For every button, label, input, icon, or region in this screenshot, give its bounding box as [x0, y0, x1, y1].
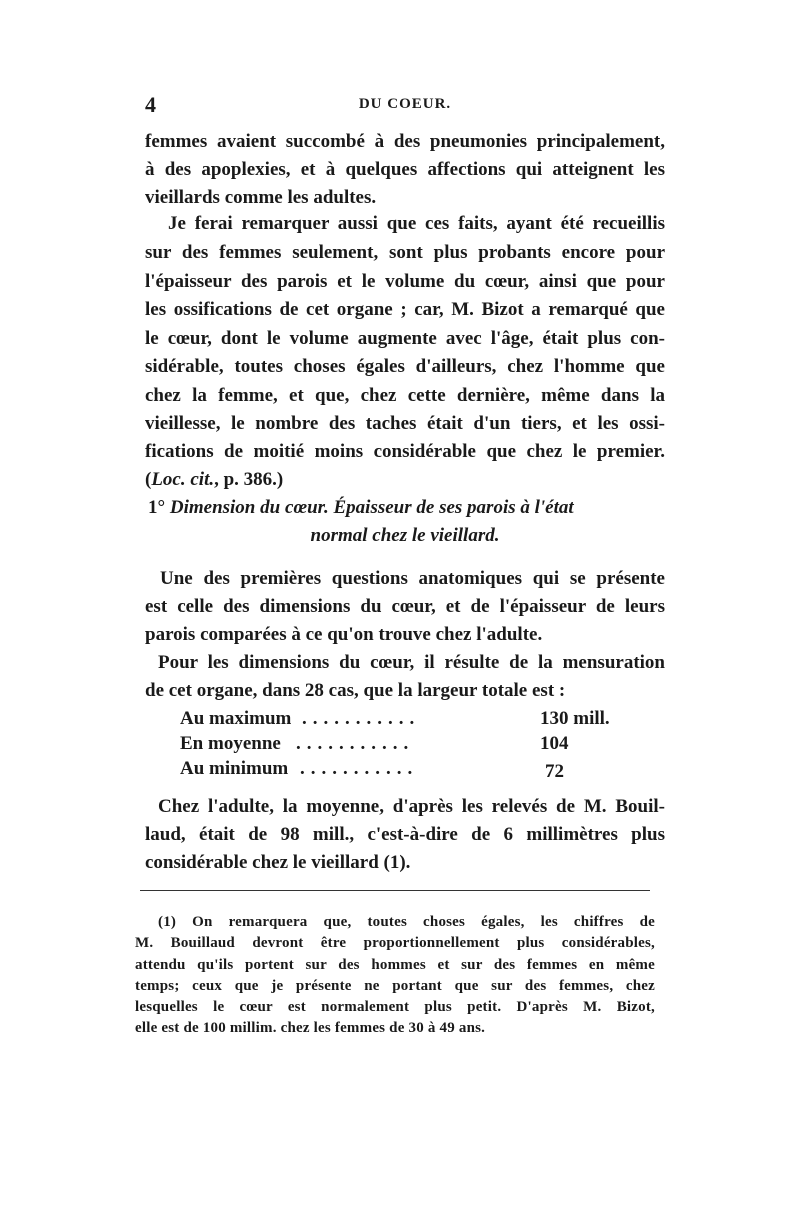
measurement-value: 130 mill.	[540, 708, 610, 729]
section-title-line1: Dimension du cœur. Épaisseur de ses parois à l'état	[169, 497, 574, 518]
footnote-rule	[140, 890, 650, 891]
measurement-value: 104	[540, 733, 569, 754]
measurement-label: Au minimum	[180, 758, 289, 779]
text-line: Je ferai remarquer aussi que ces faits, ayant été recueillis	[168, 213, 665, 234]
footnote-line: temps; ceux que je présente ne portant que sur des femmes, chez	[135, 978, 655, 994]
page-header	[145, 92, 665, 116]
text-line: sur des femmes seulement, sont plus probants encore pour	[145, 242, 665, 263]
running-head: DU COEUR.	[358, 96, 452, 112]
text-line: vieillesse, le nombre des taches était d'un tiers, et les ossi-	[145, 413, 665, 434]
section-number: 1°	[148, 497, 166, 518]
section-heading	[148, 494, 670, 521]
text-line: les ossifications de cet organe ; car, M. Bizot a remarqué que	[145, 299, 665, 320]
text-line: à des apoplexies, et à quelques affections qui atteignent les	[145, 159, 665, 180]
text-line: l'épaisseur des parois et le volume du cœur, ainsi que pour	[145, 271, 665, 292]
text-line: fications de moitié moins considérable que chez le premier.	[145, 441, 665, 462]
text-line: chez la femme, et que, chez cette dernière, même dans la	[145, 385, 665, 406]
footnote-line: M. Bouillaud devront être proportionnellement plus considérables,	[135, 935, 655, 951]
text-line: femmes avaient succombé à des pneumonies principalement,	[145, 131, 665, 152]
text-line: laud, était de 98 mill., c'est-à-dire de 6 millimètres plus	[145, 824, 665, 845]
measurement-dots: ...........	[296, 733, 415, 754]
measurement-dots: ...........	[300, 758, 419, 779]
text-line: vieillards comme les adultes.	[145, 187, 377, 208]
measurement-value: 72	[545, 761, 564, 782]
text-line: de cet organe, dans 28 cas, que la largeur totale est :	[145, 680, 566, 701]
footnote-line: (1) On remarquera que, toutes choses égales, les chiffres de	[158, 914, 655, 930]
text-line: le cœur, dont le volume augmente avec l'âge, était plus con-	[145, 328, 665, 349]
citation-page: , p. 386.)	[214, 469, 284, 490]
footnote-line: attendu qu'ils portent sur des hommes et sur des femmes en même	[135, 957, 655, 973]
measurement-dots: ...........	[302, 708, 421, 729]
page-number: 4	[145, 92, 156, 117]
text-line: Une des premières questions anatomiques qui se présente	[160, 568, 665, 589]
text-line: parois comparées à ce qu'on trouve chez l'adulte.	[145, 624, 543, 645]
footnote-line: lesquelles le cœur est normalement plus petit. D'après M. Bizot,	[135, 999, 655, 1015]
text-line: est celle des dimensions du cœur, et de l'épaisseur de leurs	[145, 596, 665, 617]
text-line: Chez l'adulte, la moyenne, d'après les relevés de M. Bouil-	[158, 796, 665, 817]
citation-ref: Loc. cit.	[151, 469, 215, 490]
measurement-label: En moyenne	[180, 733, 281, 754]
measurement-label: Au maximum	[180, 708, 292, 729]
text-line: sidérable, toutes choses égales d'ailleurs, chez l'homme que	[145, 356, 665, 377]
footnote-line: elle est de 100 millim. chez les femmes de 30 à 49 ans.	[135, 1020, 486, 1036]
citation-line: (Loc. cit., p. 386.)	[145, 469, 284, 490]
section-title-line2: normal chez le vieillard.	[310, 525, 500, 546]
text-line: considérable chez le vieillard (1).	[145, 852, 411, 873]
text-line: Pour les dimensions du cœur, il résulte de la mensuration	[158, 652, 665, 673]
